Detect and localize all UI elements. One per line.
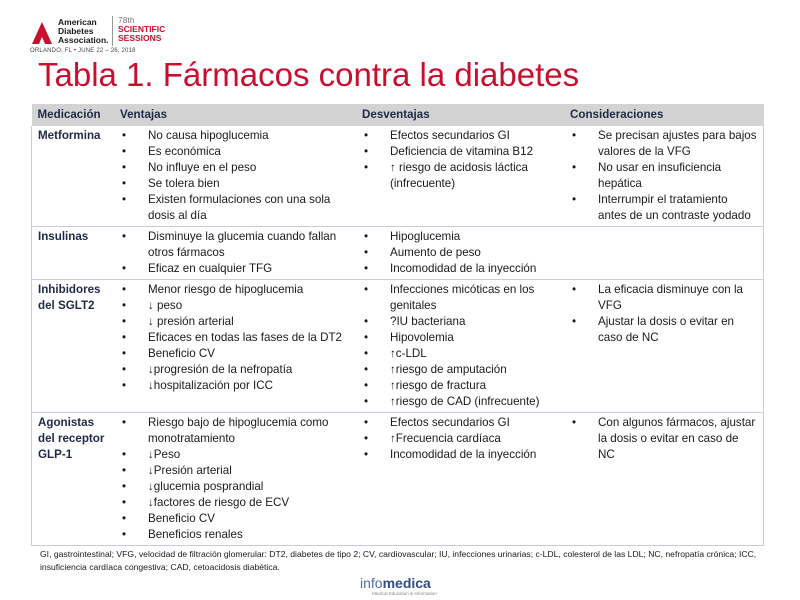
list-item: • Hipovolemia [362, 330, 558, 346]
infomedica-tagline: Medical Education & Information [372, 591, 437, 596]
list-item: • Beneficios renales [120, 527, 350, 543]
consideraciones-cell [564, 413, 764, 546]
list-item: • Hipoglucemia [362, 229, 558, 245]
list-item: • Es económica [120, 144, 350, 160]
medication-name: Agonistas del receptor GLP-1 [32, 413, 115, 546]
bullet-list [362, 415, 558, 463]
table-header-row [32, 104, 764, 126]
footnote: GI, gastrointestinal; VFG, velocidad de filtración glomerular: DT2, diabetes de tipo 2; CV, cardiovascular; IU, infecciones urinarias; c-LDL, colesterol de las LDL; NC, nefropatía crónica; ICC, insuficiencia cardíaca congestiva; CAD, cetoacidosis diabética. [40, 549, 757, 572]
ventajas-cell [114, 126, 356, 227]
list-item: • Beneficio CV [120, 346, 350, 362]
list-item: • Se precisan ajustes para bajos valores de la VFG [570, 128, 757, 160]
list-item: • Eficaz en cualquier TFG [120, 261, 350, 277]
medication-name: Metformina [32, 126, 115, 227]
page-title: Tabla 1. Fármacos contra la diabetes [38, 56, 580, 93]
bullet-list [362, 128, 558, 192]
scientific-sessions: 78th SCIENTIFIC SESSIONS [118, 15, 166, 43]
list-item: • Interrumpir el tratamiento antes de un contraste yodado [570, 192, 757, 224]
header-divider [112, 16, 113, 46]
list-item: • Beneficio CV [120, 511, 350, 527]
bullet-list [120, 128, 350, 224]
list-item: • La eficacia disminuye con la VFG [570, 282, 757, 314]
list-item: • ↑riesgo de CAD (infrecuente) [362, 394, 558, 410]
list-item: • ↑riesgo de fractura [362, 378, 558, 394]
consideraciones-cell [564, 227, 764, 280]
list-item: • Aumento de peso [362, 245, 558, 261]
table-row [32, 280, 764, 413]
list-item: • Eficaces en todas las fases de la DT2 [120, 330, 350, 346]
list-item: • ↓ presión arterial [120, 314, 350, 330]
list-item: • Disminuye la glucemia cuando fallan otros fármacos [120, 229, 350, 261]
list-item: • Menor riesgo de hipoglucemia [120, 282, 350, 298]
medication-name: Insulinas [32, 227, 115, 280]
desventajas-cell [356, 413, 564, 546]
table-row [32, 126, 764, 227]
list-item: • Se tolera bien [120, 176, 350, 192]
header-ventajas: Ventajas [114, 104, 356, 126]
list-item: • Efectos secundarios GI [362, 415, 558, 431]
bullet-list [570, 282, 757, 346]
header-desventajas: Desventajas [356, 104, 564, 126]
location-date: ORLANDO, FL • JUNE 22 – 26, 2018 [30, 48, 136, 54]
list-item: • ?IU bacteriana [362, 314, 558, 330]
bullet-list [120, 282, 350, 394]
list-item: • No influye en el peso [120, 160, 350, 176]
list-item: • ↓Presión arterial [120, 463, 350, 479]
ventajas-cell [114, 227, 356, 280]
list-item: • Ajustar la dosis o evitar en caso de NC [570, 314, 757, 346]
ventajas-cell [114, 413, 356, 546]
bullet-list [570, 415, 757, 463]
bullet-list [362, 282, 558, 410]
desventajas-cell [356, 280, 564, 413]
table-row [32, 413, 764, 546]
bullet-list [120, 415, 350, 543]
list-item: • ↑ riesgo de acidosis láctica (infrecuente) [362, 160, 558, 192]
consideraciones-cell [564, 280, 764, 413]
header-medicacion: Medicación [32, 104, 115, 126]
medication-name: Inhibidores del SGLT2 [32, 280, 115, 413]
list-item: • No usar en insuficiencia hepática [570, 160, 757, 192]
desventajas-cell [356, 227, 564, 280]
list-item: • Deficiencia de vitamina B12 [362, 144, 558, 160]
list-item: • ↓factores de riesgo de ECV [120, 495, 350, 511]
list-item: • Incomodidad de la inyección [362, 261, 558, 277]
list-item: • ↑Frecuencia cardíaca [362, 431, 558, 447]
conference-header [30, 14, 770, 58]
bullet-list [362, 229, 558, 277]
list-item: • Con algunos fármacos, ajustar la dosis o evitar en caso de NC [570, 415, 757, 463]
list-item: • Infecciones micóticas en los genitales [362, 282, 558, 314]
drug-table [31, 104, 764, 546]
ventajas-cell [114, 280, 356, 413]
bullet-list [570, 128, 757, 224]
list-item: • Riesgo bajo de hipoglucemia como monotratamiento [120, 415, 350, 447]
list-item: • Efectos secundarios GI [362, 128, 558, 144]
list-item: • ↓glucemia posprandial [120, 479, 350, 495]
header-consideraciones: Consideraciones [564, 104, 764, 126]
desventajas-cell [356, 126, 564, 227]
consideraciones-cell [564, 126, 764, 227]
infomedica-logo: infomedica [360, 575, 431, 591]
list-item: • ↓hospitalización por ICC [120, 378, 350, 394]
list-item: • No causa hipoglucemia [120, 128, 350, 144]
list-item: • ↑c-LDL [362, 346, 558, 362]
list-item: • ↓Peso [120, 447, 350, 463]
list-item: • ↑riesgo de amputación [362, 362, 558, 378]
table-row [32, 227, 764, 280]
list-item: • ↓ peso [120, 298, 350, 314]
bullet-list [120, 229, 350, 277]
ada-name: American Diabetes Association. [58, 17, 109, 45]
list-item: • Incomodidad de la inyección [362, 447, 558, 463]
list-item: • Existen formulaciones con una sola dosis al día [120, 192, 350, 224]
list-item: • ↓progresión de la nefropatía [120, 362, 350, 378]
